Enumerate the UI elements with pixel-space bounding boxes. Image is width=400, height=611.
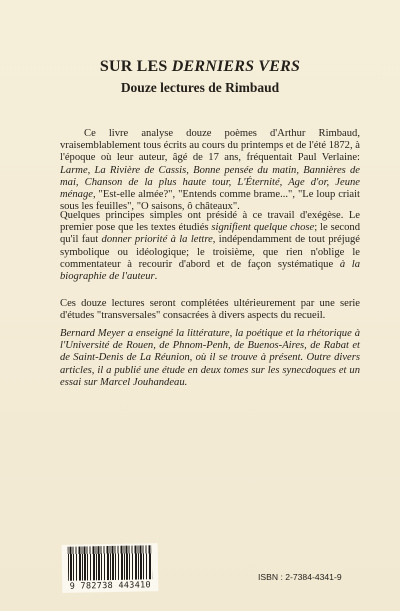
- isbn-number: ISBN : 2-7384-4341-9: [258, 572, 342, 582]
- paragraph2-part3: , indépendamment de tout préjugé symbolique ou idéologique; le troisième, que rien n'oblige le commentateur à recourir d'abord et de façon systématique: [60, 234, 361, 270]
- poem-titles: Larme, La Rivière de Cassis, Bonne pensée du matin, Bannières de mai, Chanson de la plus haute tour, L'Éternité, Age d'or, Jeune ménage: [60, 164, 360, 201]
- paragraph2-part4: .: [154, 271, 158, 283]
- poem-quoted-titles: , "Est-elle almée?", "Entends comme brame...", "Le loup criait sous les feuilles", "O saisons, ô châteaux".: [60, 189, 360, 213]
- paragraph2-emphasis-1: signifient quelque chose: [211, 222, 315, 234]
- barcode-bars: [68, 545, 153, 580]
- paragraph2-part2: ; le second qu'il faut: [60, 222, 360, 246]
- author-biography: Bernard Meyer a enseigné la littérature, la poétique et la rhétorique à l'Université de Rouen, de Phnom-Penh, de Buenos-Aires, de Rabat et de Saint-Denis de La Réunion, où il se trouve à présent. Outre divers articles, il a publié une étude en deux tomes sur les synecdoques et un essai sur Marcel Jouhandeau.: [60, 328, 360, 388]
- paragraph2-emphasis-3: à la biographie de l'auteur: [60, 258, 360, 283]
- book-subtitle: Douze lectures de Rimbaud: [120, 80, 280, 95]
- barcode: [62, 543, 159, 593]
- paragraph2-emphasis-2: donner priorité à la lettre: [101, 234, 213, 246]
- description-paragraph-1: [60, 128, 360, 213]
- paragraph1-lead: Ce livre analyse douze poèmes d'Arthur Rimbaud, vraisemblablement tous écrits au cours du printemps et de l'été 1872, à l'époque où leur auteur, âgé de 17 ans, fréquentait Paul Verlaine:: [60, 128, 360, 164]
- title-emphasis: DERNIERS VERS: [171, 58, 301, 75]
- barcode-digits: 9 782738 443410: [69, 580, 152, 592]
- book-title: [0, 58, 400, 76]
- paragraph2-part1: Quelques principes simples ont présidé à ce travail d'exégèse. Le premier pose que les textes étudiés: [60, 210, 360, 234]
- description-paragraph-2: [60, 210, 360, 283]
- description-paragraph-3: Ces douze lectures seront complétées ultérieurement par une serie d'études "transversales" consacrées à divers aspects du recueil.: [60, 298, 360, 322]
- title-prefix: SUR LES: [99, 58, 172, 75]
